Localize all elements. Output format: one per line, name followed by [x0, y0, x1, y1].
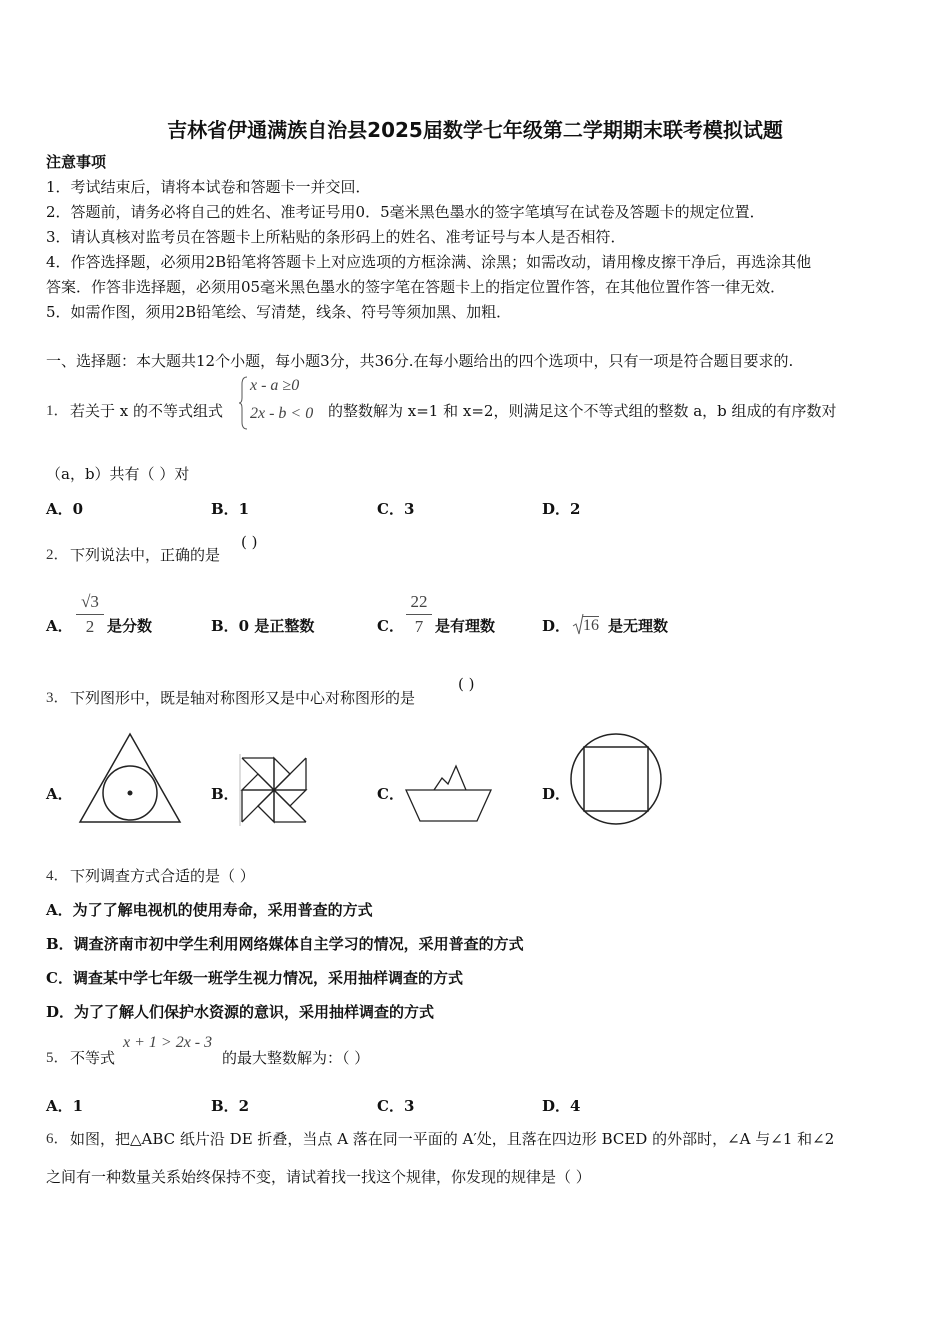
triangle-circle-figure [76, 732, 184, 826]
brace-icon [238, 376, 248, 430]
notice-item: 答案．作答非选择题，必须用05毫米黑色墨水的签字笔在答题卡上的指定位置作答，在其他位置作答一律无效． [46, 278, 786, 296]
inequality-line-1: x - a ≥0 [250, 377, 300, 394]
fraction-22-over-7 [406, 592, 432, 637]
question-1-text: 若关于 x 的不等式组式 [70, 402, 223, 420]
fraction-bar [406, 614, 432, 615]
question-1-text-end: （a，b）共有（ ）对 [46, 465, 190, 483]
question-4-text: 下列调查方式合适的是（ ） [70, 867, 255, 885]
q1-option-d[interactable]: D．2 [542, 500, 581, 518]
radicand: 16 [583, 617, 599, 634]
q2-option-a-label[interactable]: A． [46, 617, 73, 635]
q3-option-d-label[interactable]: D． [542, 785, 571, 803]
question-3-number: 3． [46, 690, 69, 706]
question-2-number: 2． [46, 547, 69, 563]
question-5-text: 不等式 [70, 1049, 116, 1067]
question-1-number: 1． [46, 403, 69, 419]
q2-option-d-label[interactable]: D． [542, 617, 571, 635]
inequality-line-2: 2x - b < 0 [250, 405, 314, 422]
q2-option-d-text: 是无理数 [608, 617, 669, 635]
question-5-text-cont: 的最大整数解为：（ ） [222, 1049, 370, 1067]
question-6-text: 如图，把△ABC 纸片沿 DE 折叠，当点 A 落在同一平面的 A′处，且落在四边形 BCED 的外部时，∠A 与∠1 和∠2 [70, 1130, 835, 1148]
fraction-numerator: √3 [81, 592, 99, 611]
q4-option-d[interactable]: D．为了了解人们保护水资源的意识，采用抽样调查的方式 [46, 1003, 435, 1021]
question-6-text-cont: 之间有一种数量关系始终保持不变，请试着找一找这个规律，你发现的规律是（ ） [46, 1168, 591, 1186]
q2-option-c-label[interactable]: C． [377, 617, 404, 635]
notice-item: 5．如需作图，须用2B铅笔绘、写清楚，线条、符号等须加黑、加粗． [46, 303, 512, 321]
q4-option-a[interactable]: A．为了了解电视机的使用寿命，采用普查的方式 [46, 901, 373, 919]
notice-item: 3．请认真核对监考员在答题卡上所粘贴的条形码上的姓名、准考证号与本人是否相符． [46, 228, 626, 246]
q4-option-b[interactable]: B．调查济南市初中学生利用网络媒体自主学习的情况，采用普查的方式 [46, 935, 524, 953]
fraction-denominator: 7 [414, 617, 424, 636]
fraction-sqrt3-over-2 [76, 592, 104, 637]
square-in-circle-figure [569, 732, 663, 826]
q5-option-a[interactable]: A．1 [46, 1097, 84, 1115]
q5-option-c[interactable]: C．3 [377, 1097, 415, 1115]
fraction-numerator: 22 [410, 592, 428, 611]
pinwheel-figure [238, 752, 310, 828]
boat-figure [404, 764, 494, 824]
notice-item: 1．考试结束后，请将本试卷和答题卡一并交回． [46, 178, 371, 196]
question-3-text: 下列图形中，既是轴对称图形又是中心对称图形的是 [70, 689, 416, 707]
q3-option-b-label[interactable]: B． [211, 785, 239, 803]
q2-option-b[interactable]: B．0 是正整数 [211, 617, 315, 635]
question-4-number: 4． [46, 868, 69, 884]
answer-paren: ( ) [241, 533, 258, 551]
q5-option-d[interactable]: D．4 [542, 1097, 581, 1115]
q3-option-a-label[interactable]: A． [46, 785, 73, 803]
q1-option-c[interactable]: C．3 [377, 500, 415, 518]
notice-item: 2．答题前，请务必将自己的姓名、准考证号用0．5毫米黑色墨水的签字笔填写在试卷及答题卡的规定位置． [46, 203, 765, 221]
page-title: 吉林省伊通满族自治县2025届数学七年级第二学期期末联考模拟试题 [167, 118, 783, 142]
q2-option-c-text: 是有理数 [435, 617, 496, 635]
q4-option-c[interactable]: C．调查某中学七年级一班学生视力情况，采用抽样调查的方式 [46, 969, 463, 987]
question-1-text-cont: 的整数解为 x=1 和 x=2，则满足这个不等式组的整数 a，b 组成的有序数对 [328, 402, 837, 420]
notice-item: 4．作答选择题，必须用2B铅笔将答题卡上对应选项的方框涂满、涂黑；如需改动，请用橡皮擦干净后，再选涂其他 [46, 253, 812, 271]
q3-option-c-label[interactable]: C． [377, 785, 404, 803]
question-5-number: 5． [46, 1050, 69, 1066]
q2-option-a-text: 是分数 [107, 617, 153, 635]
fraction-bar [76, 614, 104, 615]
q1-option-a[interactable]: A．0 [46, 500, 84, 518]
notice-heading: 注意事项 [46, 153, 107, 171]
fraction-denominator: 2 [85, 617, 95, 636]
section-heading: 一、选择题：本大题共12个小题，每小题3分，共36分.在每小题给出的四个选项中，只有一项是符合题目要求的. [46, 352, 794, 370]
q1-option-b[interactable]: B．1 [211, 500, 250, 518]
answer-paren: ( ) [458, 675, 475, 693]
q5-option-b[interactable]: B．2 [211, 1097, 250, 1115]
inequality-expression: x + 1 > 2x - 3 [123, 1034, 213, 1051]
question-6-number: 6． [46, 1131, 69, 1147]
question-2-text: 下列说法中，正确的是 [70, 546, 221, 564]
